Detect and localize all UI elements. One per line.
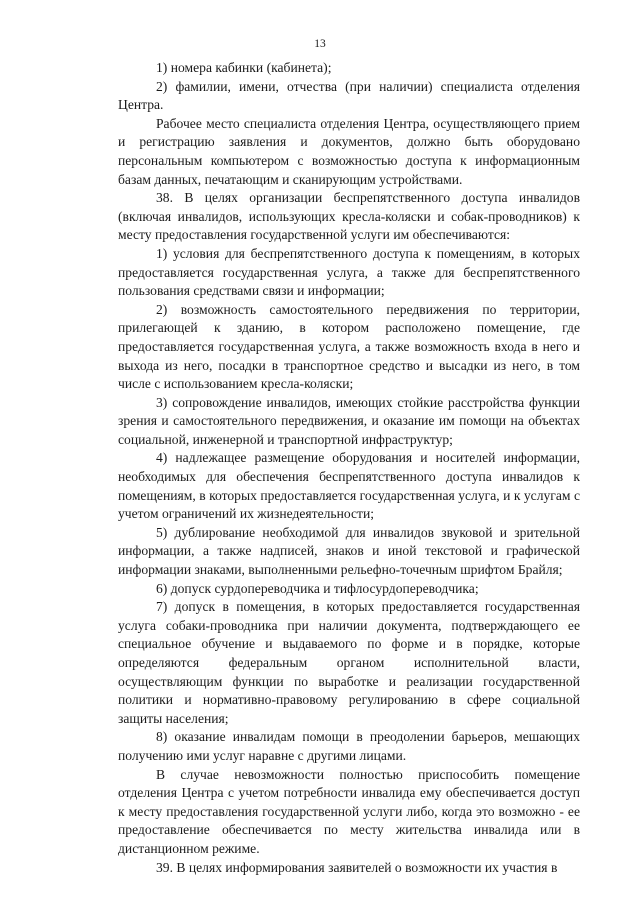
paragraph-38-item-1: 1) условия для беспрепятственного доступа к помещениям, в которых предоставляется государственная услуга, а также для беспрепятственного пользования средствами связи и информации; [118, 245, 580, 299]
document-body [118, 59, 580, 877]
paragraph-38-item-4: 4) надлежащее размещение оборудования и носителей информации, необходимых для обеспечения беспрепятственного доступа инвалидов к помещениям, в которых предоставляется государственная услуга, и к услугам с учетом ограничений их жизнедеятельности; [118, 450, 580, 522]
paragraph-item-2: 2) фамилии, имени, отчества (при наличии) специалиста отделения Центра. [118, 78, 580, 113]
paragraph-38-item-5: 5) дублирование необходимой для инвалидов звуковой и зрительной информации, а также надписей, знаков и иной текстовой и графической информации знаками, выполненными рельефно-точечным шрифтом Брайля; [118, 524, 580, 578]
paragraph-38-item-2: 2) возможность самостоятельного передвижения по территории, прилегающей к зданию, в котором расположено помещение, где предоставляется государственная услуга, а также возможность входа в него и выхода из него, посадки в транспортное средство и высадки из него, в том числе с использованием кресла-коляски; [118, 301, 580, 392]
paragraph-workplace: Рабочее место специалиста отделения Центра, осуществляющего прием и регистрацию заявления и документов, должно быть оборудовано персональным компьютером с возможностью доступа к информационным базам данных, печатающим и сканирующим устройствами. [118, 115, 580, 187]
paragraph-38-item-7: 7) допуск в помещения, в которых предоставляется государственная услуга собаки-проводника при наличии документа, подтверждающего ее специальное обучение и выдаваемого по форме и в порядке, которые определяются федеральным органом исполнительной власти, осуществляющим функции по выработке и реализации государственной политики и нормативно-правовому регулированию в сфере социальной защиты населения; [118, 599, 580, 726]
paragraph-38-item-8: 8) оказание инвалидам помощи в преодолении барьеров, мешающих получению ими услуг наравне с другими лицами. [118, 729, 580, 763]
paragraph-39: 39. В целях информирования заявителей о возможности их участия в [156, 859, 558, 875]
page-number: 13 [314, 38, 326, 50]
paragraph-38-item-3: 3) сопровождение инвалидов, имеющих стойкие расстройства функции зрения и самостоятельного передвижения, и оказание им помощи на объектах социальной, инженерной и транспортной инфраструктур; [118, 394, 580, 447]
paragraph-38-item-6: 6) допуск сурдопереводчика и тифлосурдопереводчика; [156, 580, 479, 596]
paragraph-item-1: 1) номера кабинки (кабинета); [156, 60, 332, 75]
paragraph-38: 38. В целях организации беспрепятственного доступа инвалидов (включая инвалидов, использующих кресла-коляски и собак-проводников) к месту предоставления государственной услуги им обеспечиваются: [118, 190, 580, 243]
paragraph-impossibility: В случае невозможности полностью приспособить помещение отделения Центра с учетом потребности инвалида ему обеспечивается доступ к месту предоставления государственной услуги либо, когда это возможно - ее предоставление обеспечивается по месту жительства инвалида или в дистанционном режиме. [118, 766, 580, 856]
